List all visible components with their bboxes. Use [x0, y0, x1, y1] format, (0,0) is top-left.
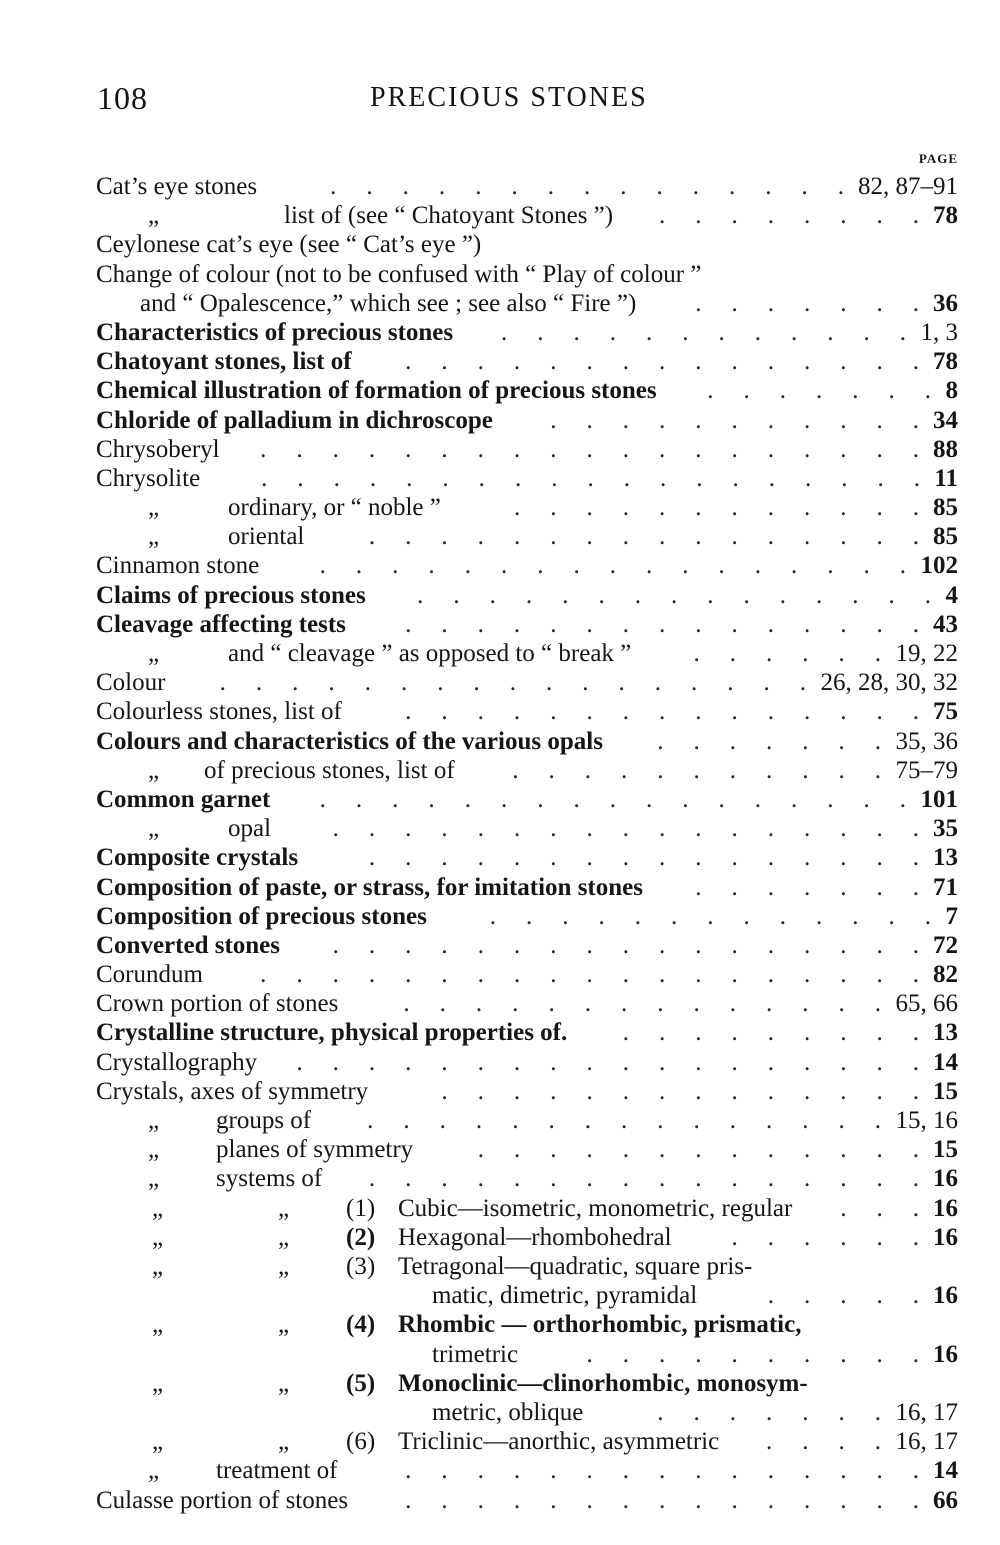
entry-page-reference: 82 — [933, 961, 958, 989]
entry-page-reference: 82, 87–91 — [858, 173, 958, 200]
dot-leader: . . . . . . . . . . . . . . . — [405, 698, 919, 726]
system-number: (2) — [346, 1223, 376, 1251]
entry-page-reference: 34 — [933, 406, 958, 434]
index-entry — [96, 668, 958, 697]
entry-page-reference: 65, 66 — [895, 990, 958, 1018]
dot-leader: . . . . . . . — [657, 1398, 881, 1426]
entry-label: systems of — [216, 1165, 323, 1193]
entry-continuation: trimetric — [432, 1340, 519, 1368]
entry-label: Corundum — [96, 961, 203, 989]
dot-leader: . . . . . . . . . . . — [512, 756, 881, 784]
entry-page-reference: 66 — [933, 1486, 958, 1514]
entry-page-reference: 16 — [933, 1194, 958, 1222]
entry-page-reference: 13 — [933, 1019, 958, 1047]
entry-page-reference: 14 — [933, 1457, 958, 1485]
entry-label: Composition of paste, or strass, for imitation stones — [96, 873, 643, 901]
dot-leader: . . . . . . . . . . . . . . . . . . . — [261, 464, 920, 492]
entry-page-reference: 19, 22 — [895, 640, 958, 668]
entry-label: oriental — [228, 523, 305, 551]
dot-leader: . . . . . . — [693, 640, 881, 668]
entry-label: Cubic—isometric, monometric, regular — [398, 1194, 793, 1222]
dot-leader: . . . . . . . . . . . . . . . . . . . — [260, 961, 919, 989]
ditto-mark: „ — [148, 756, 160, 784]
entry-continuation: matic, dimetric, pyramidal — [432, 1282, 698, 1310]
index-entry — [96, 1018, 958, 1047]
ditto-mark: „ — [148, 1107, 160, 1135]
ditto-mark: „ — [148, 1457, 160, 1485]
entry-page-reference: 15 — [933, 1136, 958, 1164]
entry-page-reference: 102 — [920, 552, 958, 580]
entry-label: Chatoyant stones, list of — [96, 348, 352, 376]
entry-page-reference: 16, 17 — [895, 1428, 958, 1456]
dot-leader: . . . . . . . . . . . . . . . — [367, 1107, 881, 1135]
ditto-mark: „ — [152, 1369, 164, 1397]
index-entry — [96, 727, 958, 756]
index-entry — [96, 1077, 958, 1106]
entry-label: Claims of precious stones — [96, 581, 366, 609]
index-entry — [96, 697, 958, 726]
index-entry — [96, 1310, 958, 1368]
entry-label: Crown portion of stones — [96, 990, 339, 1018]
index-entry — [96, 960, 958, 989]
entry-label: Composition of precious stones — [96, 902, 427, 930]
index-entry — [96, 756, 958, 785]
entry-label: of precious stones, list of — [204, 756, 455, 784]
dot-leader: . . . . . . . . . . . . . . . . . — [319, 552, 906, 580]
system-number: (6) — [346, 1428, 376, 1456]
index-entry — [96, 1456, 958, 1485]
entry-page-reference: 78 — [933, 348, 958, 376]
entry-label: Chloride of palladium in dichroscope — [96, 406, 493, 434]
ditto-mark-secondary: „ — [278, 1252, 290, 1280]
entry-page-reference: 16 — [933, 1223, 958, 1251]
index-entry — [96, 785, 958, 814]
dot-leader: . . . . . . . . . . . . . . . . . — [319, 785, 906, 813]
entry-label: groups of — [216, 1107, 312, 1135]
dot-leader: . . . . . . . . . . . . . . . . . — [332, 815, 919, 843]
entry-label: Crystals, axes of symmetry — [96, 1077, 369, 1105]
entry-label: Cleavage affecting tests — [96, 610, 346, 638]
index-entry — [96, 493, 958, 522]
index-entry — [96, 843, 958, 872]
entry-page-reference: 35, 36 — [895, 727, 958, 755]
entry-label: Hexagonal—rhombohedral — [398, 1223, 672, 1251]
ditto-mark-secondary: „ — [278, 1428, 290, 1456]
entry-label: Culasse portion of stones — [96, 1486, 349, 1514]
entry-page-reference: 85 — [933, 494, 958, 522]
index-entry — [96, 902, 958, 931]
page-column-heading: PAGE — [918, 151, 958, 166]
entry-page-reference: 75 — [933, 698, 958, 726]
entry-page-reference: 43 — [933, 610, 958, 638]
ditto-mark-secondary: „ — [278, 1223, 290, 1251]
dot-leader: . . . . . . — [731, 1223, 919, 1251]
entry-label: Chemical illustration of formation of precious stones — [96, 377, 657, 405]
entry-page-reference: 16 — [933, 1340, 958, 1368]
index-entry — [96, 376, 958, 405]
entry-label: treatment of — [216, 1457, 338, 1485]
index-entry — [96, 464, 958, 493]
ditto-mark: „ — [152, 1428, 164, 1456]
index-entry — [96, 522, 958, 551]
ditto-mark: „ — [152, 1194, 164, 1222]
dot-leader: . . . . . . . . . . . . . . . — [405, 1457, 919, 1485]
dot-leader: . . . . . . . — [695, 873, 919, 901]
entry-page-reference: 8 — [945, 377, 958, 405]
index-entry — [96, 260, 958, 318]
dot-leader: . . . . . . . . . . . . . . . . . . — [296, 1048, 919, 1076]
index-entry — [96, 201, 958, 230]
entry-page-reference: 11 — [934, 464, 958, 492]
entry-page-reference: 35 — [933, 815, 958, 843]
index-entry — [96, 435, 958, 464]
entry-label: Colourless stones, list of — [96, 698, 342, 726]
dot-leader: . . . . . . . . . . . — [550, 406, 919, 434]
ditto-mark: „ — [148, 815, 160, 843]
entry-label: Ceylonese cat’s eye (see “ Cat’s eye ”) — [96, 231, 482, 259]
index-entry — [96, 172, 958, 201]
entry-label: Common garnet — [96, 785, 271, 813]
entry-label: Chrysoberyl — [96, 435, 220, 463]
index-entry — [96, 318, 958, 347]
index-entry — [96, 406, 958, 435]
index-entry — [96, 1252, 958, 1310]
entry-page-reference: 16 — [933, 1165, 958, 1193]
index-entry — [96, 1486, 958, 1515]
entry-label: Colours and characteristics of the various opals — [96, 727, 603, 755]
index-entry — [96, 931, 958, 960]
dot-leader: . . . . . . . — [707, 377, 931, 405]
entry-label: Converted stones — [96, 931, 281, 959]
entry-label: Cat’s eye stones — [96, 173, 258, 200]
dot-leader: . . . . . . . . . . . . . . — [441, 1077, 919, 1105]
index-entry — [96, 230, 958, 259]
ditto-mark: „ — [152, 1223, 164, 1251]
ditto-mark: „ — [148, 202, 160, 230]
index-entries — [96, 172, 958, 1515]
dot-leader: . . . . . . . . — [658, 202, 919, 230]
entry-label: Monoclinic—clinorhombic, monosym- — [398, 1369, 808, 1397]
entry-label: Crystalline structure, physical properties of. — [96, 1019, 568, 1047]
entry-page-reference: 78 — [933, 202, 958, 230]
system-number: (4) — [346, 1311, 376, 1339]
ditto-mark: „ — [152, 1252, 164, 1280]
entry-page-reference: 13 — [933, 844, 958, 872]
index-entry — [96, 1135, 958, 1164]
entry-page-reference: 15, 16 — [895, 1107, 958, 1135]
index-entry — [96, 1223, 958, 1252]
entry-page-reference: 16, 17 — [895, 1398, 958, 1426]
dot-leader: . . . — [840, 1194, 919, 1222]
entry-continuation: and “ Opalescence,” which see ; see also “ Fire ”) — [140, 289, 637, 317]
entry-page-reference: 16 — [933, 1282, 958, 1310]
entry-label: planes of symmetry — [216, 1136, 414, 1164]
index-entry — [96, 814, 958, 843]
entry-page-reference: 75–79 — [895, 756, 958, 784]
entry-continuation: metric, oblique — [432, 1398, 584, 1426]
index-entry — [96, 551, 958, 580]
entry-label: and “ cleavage ” as opposed to “ break ” — [228, 640, 632, 668]
entry-page-reference: 36 — [933, 289, 958, 317]
entry-page-reference: 88 — [933, 435, 958, 463]
ditto-mark-secondary: „ — [278, 1311, 290, 1339]
index-entry — [96, 1106, 958, 1135]
ditto-mark: „ — [148, 1165, 160, 1193]
index-entry — [96, 1194, 958, 1223]
dot-leader: . . . . . . . . . . . . — [513, 494, 919, 522]
entry-page-reference: 101 — [920, 785, 958, 813]
index-entry — [96, 989, 958, 1018]
dot-leader: . . . . . . . . . . . . . — [489, 902, 931, 930]
entry-page-reference: 85 — [933, 523, 958, 551]
entry-label: Colour — [96, 669, 166, 697]
entry-page-reference: 15 — [933, 1077, 958, 1105]
index-entry — [96, 347, 958, 376]
system-number: (3) — [346, 1252, 376, 1280]
dot-leader: . . . . . . . . . . — [586, 1340, 919, 1368]
dot-leader: . . . . . . . . . . . . . . . . . . . — [260, 435, 919, 463]
dot-leader: . . . . . — [767, 1282, 919, 1310]
index-entry — [96, 581, 958, 610]
ditto-mark: „ — [148, 494, 160, 522]
dot-leader: . . . . . . . — [657, 727, 881, 755]
entry-label: Characteristics of precious stones — [96, 318, 454, 346]
entry-page-reference: 7 — [945, 902, 958, 930]
dot-leader: . . . . — [765, 1428, 881, 1456]
entry-page-reference: 4 — [945, 581, 958, 609]
dot-leader: . . . . . . . . . . . . . . . — [330, 173, 844, 200]
entry-label: Tetragonal—quadratic, square pris- — [398, 1252, 753, 1280]
entry-page-reference: 14 — [933, 1048, 958, 1076]
entry-label: list of (see “ Chatoyant Stones ”) — [284, 202, 614, 230]
dot-leader: . . . . . . . . . . . . . . . — [405, 1486, 919, 1514]
ditto-mark: „ — [152, 1311, 164, 1339]
ditto-mark: „ — [148, 523, 160, 551]
index-entry — [96, 873, 958, 902]
entry-label: Cinnamon stone — [96, 552, 260, 580]
ditto-mark-secondary: „ — [278, 1194, 290, 1222]
page-number: 108 — [97, 80, 148, 116]
dot-leader: . . . . . . . . . . . . . . . — [405, 610, 919, 638]
entry-page-reference: 71 — [933, 873, 958, 901]
dot-leader: . . . . . . . . . — [622, 1019, 919, 1047]
entry-page-reference: 1, 3 — [920, 318, 958, 346]
entry-label: Change of colour (not to be confused with “ Play of colour ” — [96, 260, 702, 288]
ditto-mark-secondary: „ — [278, 1369, 290, 1397]
system-number: (1) — [346, 1194, 376, 1222]
index-entry — [96, 610, 958, 639]
dot-leader: . . . . . . . . . . . . . . — [403, 990, 881, 1018]
dot-leader: . . . . . . . . . . . . . . . . — [368, 1165, 919, 1193]
entry-label: Crystallography — [96, 1048, 258, 1076]
dot-leader: . . . . . . . . . . . . . . . — [405, 348, 919, 376]
ditto-mark: „ — [148, 640, 160, 668]
entry-label: Triclinic—anorthic, asymmetric — [398, 1428, 720, 1456]
index-entry — [96, 1048, 958, 1077]
dot-leader: . . . . . . . . . . . . . . . — [417, 581, 931, 609]
index-entry — [96, 1164, 958, 1193]
dot-leader: . . . . . . . . . . . . . . . . . — [332, 931, 919, 959]
dot-leader: . . . . . . . . . . . . — [500, 318, 906, 346]
entry-label: Rhombic — orthorhombic, prismatic, — [398, 1311, 802, 1339]
entry-page-reference: 72 — [933, 931, 958, 959]
entry-label: Composite crystals — [96, 844, 299, 872]
index-entry — [96, 1427, 958, 1456]
ditto-mark: „ — [148, 1136, 160, 1164]
dot-leader: . . . . . . . — [695, 289, 919, 317]
dot-leader: . . . . . . . . . . . . . . . . — [368, 844, 919, 872]
system-number: (5) — [346, 1369, 376, 1397]
running-title: PRECIOUS STONES — [370, 82, 648, 113]
index-entry — [96, 1369, 958, 1427]
entry-label: opal — [228, 815, 272, 843]
dot-leader: . . . . . . . . . . . . . . . . . — [219, 669, 806, 697]
dot-leader: . . . . . . . . . . . . . — [477, 1136, 919, 1164]
entry-label: Chrysolite — [96, 464, 201, 492]
index-entry — [96, 639, 958, 668]
dot-leader: . . . . . . . . . . . . . . . . — [368, 523, 919, 551]
entry-label: ordinary, or “ noble ” — [228, 494, 441, 522]
entry-page-reference: 26, 28, 30, 32 — [820, 669, 958, 697]
